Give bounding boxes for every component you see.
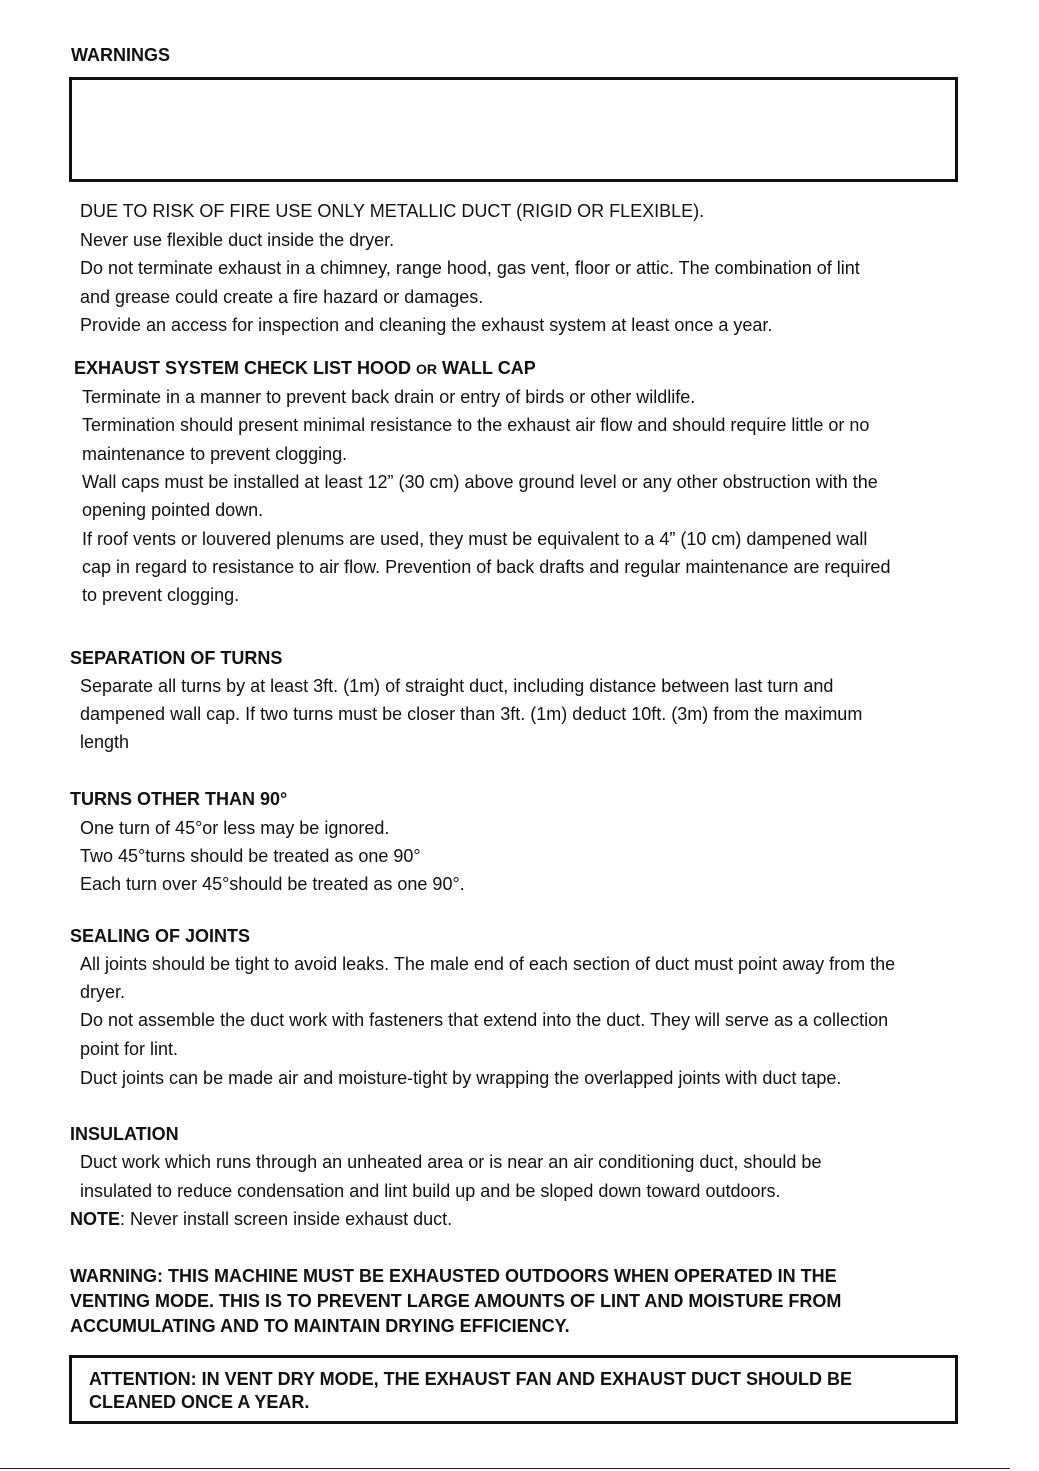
exhaust-title-part: EXHAUST SYSTEM CHECK LIST HOOD: [74, 358, 417, 378]
warnings-line: Provide an access for inspection and cleaning the exhaust system at least once a year.: [80, 315, 773, 335]
attention-line: ATTENTION: IN VENT DRY MODE, THE EXHAUST FAN AND EXHAUST DUCT SHOULD BE: [89, 1369, 853, 1389]
warnings-line: DUE TO RISK OF FIRE USE ONLY METALLIC DUCT (RIGID OR FLEXIBLE).: [80, 201, 705, 221]
warning-block-line: WARNING: THIS MACHINE MUST BE EXHAUSTED OUTDOORS WHEN OPERATED IN THE: [70, 1266, 837, 1286]
note-label: NOTE: [70, 1209, 121, 1229]
sealing-line: dryer.: [80, 982, 126, 1002]
warning-block-line: VENTING MODE. THIS IS TO PREVENT LARGE AMOUNTS OF LINT AND MOISTURE FROM: [70, 1291, 842, 1311]
separation-title: SEPARATION OF TURNS: [70, 648, 283, 668]
warnings-line: Do not terminate exhaust in a chimney, range hood, gas vent, floor or attic. The combination of lint: [80, 258, 860, 278]
sealing-line: All joints should be tight to avoid leaks. The male end of each section of duct must point away from the: [80, 954, 896, 974]
attention-line: CLEANED ONCE A YEAR.: [89, 1392, 310, 1412]
warnings-empty-box: [69, 77, 958, 182]
exhaust-line: Terminate in a manner to prevent back drain or entry of birds or other wildlife.: [82, 387, 696, 407]
insulation-line: Duct work which runs through an unheated area or is near an air conditioning duct, should be: [80, 1152, 822, 1172]
turns-line: Two 45°turns should be treated as one 90°: [80, 846, 421, 866]
exhaust-title-part: WALL CAP: [437, 358, 536, 378]
sealing-line: Duct joints can be made air and moisture-tight by wrapping the overlapped joints with duct tape.: [80, 1068, 842, 1088]
insulation-note: [70, 1209, 452, 1230]
turns-title: TURNS OTHER THAN 90°: [70, 789, 288, 809]
exhaust-line: opening pointed down.: [82, 500, 264, 520]
exhaust-title-or: OR: [416, 361, 438, 377]
sealing-line: point for lint.: [80, 1039, 179, 1059]
insulation-line: insulated to reduce condensation and lint build up and be sloped down toward outdoors.: [80, 1181, 781, 1201]
note-text: : Never install screen inside exhaust duct.: [120, 1209, 453, 1229]
exhaust-line: to prevent clogging.: [82, 585, 240, 605]
exhaust-title: [74, 358, 536, 379]
warnings-line: and grease could create a fire hazard or damages.: [80, 287, 484, 307]
turns-line: Each turn over 45°should be treated as one 90°.: [80, 874, 465, 894]
exhaust-line: maintenance to prevent clogging.: [82, 444, 348, 464]
exhaust-line: Wall caps must be installed at least 12” (30 cm) above ground level or any other obstruction with the: [82, 472, 878, 492]
sealing-line: Do not assemble the duct work with fasteners that extend into the duct. They will serve as a collection: [80, 1010, 889, 1030]
warning-block-line: ACCUMULATING AND TO MAINTAIN DRYING EFFICIENCY.: [70, 1316, 570, 1336]
exhaust-line: Termination should present minimal resistance to the exhaust air flow and should require little or no: [82, 415, 870, 435]
turns-line: One turn of 45°or less may be ignored.: [80, 818, 390, 838]
sealing-title: SEALING OF JOINTS: [70, 926, 251, 946]
separation-line: Separate all turns by at least 3ft. (1m) of straight duct, including distance between last turn and: [80, 676, 834, 696]
insulation-title: INSULATION: [70, 1124, 179, 1144]
exhaust-line: cap in regard to resistance to air flow. Prevention of back drafts and regular maintenance are required: [82, 557, 891, 577]
separation-line: dampened wall cap. If two turns must be closer than 3ft. (1m) deduct 10ft. (3m) from the maximum: [80, 704, 863, 724]
warnings-line: Never use flexible duct inside the dryer.: [80, 230, 395, 250]
exhaust-line: If roof vents or louvered plenums are used, they must be equivalent to a 4” (10 cm) dampened wall: [82, 529, 868, 549]
warnings-title: WARNINGS: [71, 45, 170, 65]
page-bottom-rule: [0, 1468, 1010, 1469]
separation-line: length: [80, 732, 130, 752]
